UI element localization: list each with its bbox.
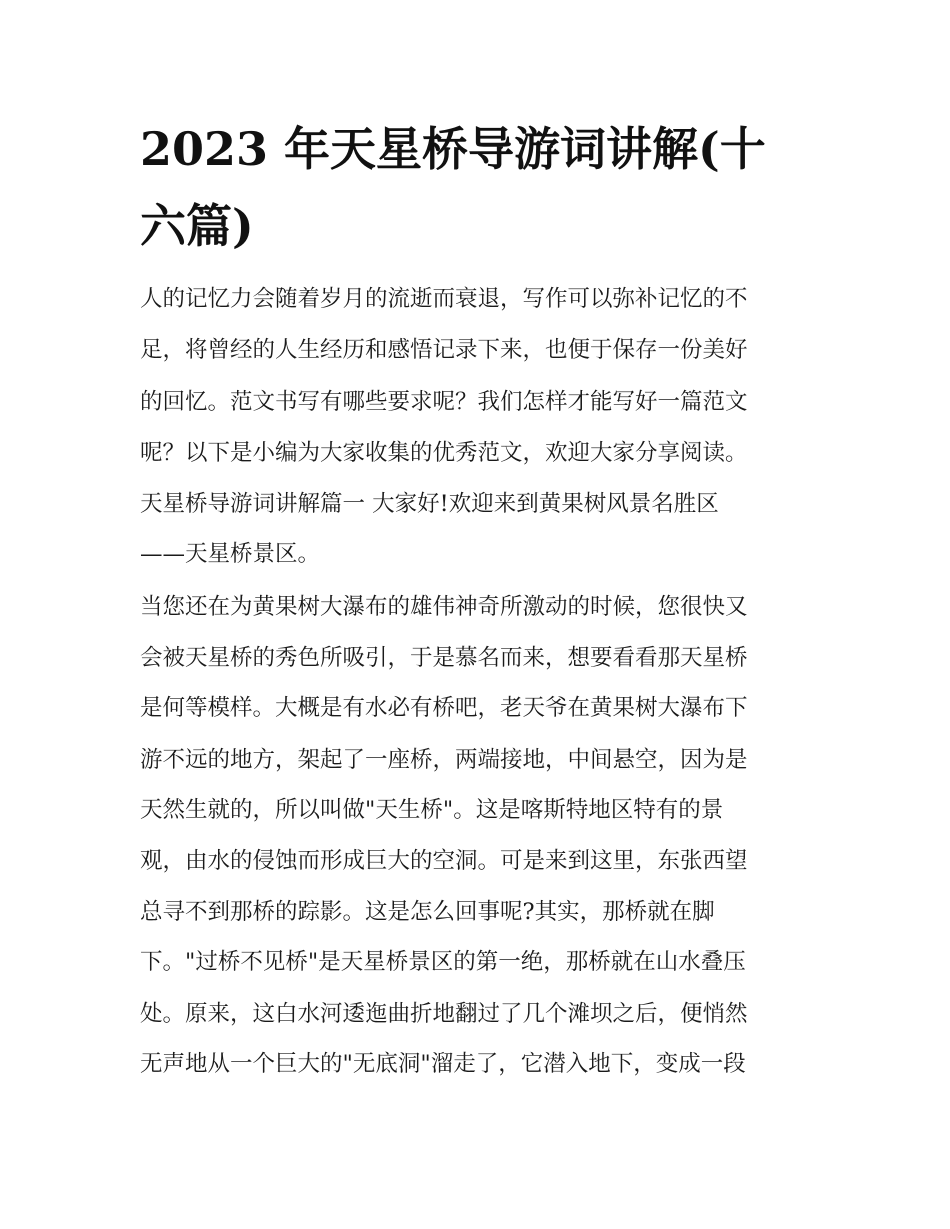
body-line: 总寻不到那桥的踪影。这是怎么回事呢?其实，那桥就在脚 [140,899,715,925]
body-line: 当您还在为黄果树大瀑布的雄伟神奇所激动的时候，您很快又 [140,594,748,620]
title-line-1: 2023 年天星桥导游词讲解(十 [140,122,766,176]
body-line: 游不远的地方，架起了一座桥，两端接地，中间悬空，因为是 [140,747,748,773]
body-line: 的回忆。范文书写有哪些要求呢？我们怎样才能写好一篇范文 [140,389,748,415]
body-line: 天然生就的，所以叫做"天生桥"。这是喀斯特地区特有的景 [140,797,724,823]
body-line: 会被天星桥的秀色所吸引，于是慕名而来，想要看看那天星桥 [140,645,748,671]
body-line: 处。原来，这白水河逶迤曲折地翻过了几个滩坝之后，便悄然 [140,1001,748,1027]
body-line: 天星桥导游词讲解篇一 大家好!欢迎来到黄果树风景名胜区 [140,491,719,517]
title-line-2: 六篇) [140,199,254,253]
body-line: 人的记忆力会随着岁月的流逝而衰退，写作可以弥补记忆的不 [140,286,748,312]
body-line: 呢？以下是小编为大家收集的优秀范文，欢迎大家分享阅读。 [140,440,748,466]
body-line: 下。"过桥不见桥"是天星桥景区的第一绝，那桥就在山水叠压 [140,949,746,975]
body-line: ——天星桥景区。 [140,541,321,567]
body-line: 无声地从一个巨大的"无底洞"溜走了，它潜入地下，变成一段 [140,1051,746,1077]
body-line: 足，将曾经的人生经历和感悟记录下来，也便于保存一份美好 [140,337,748,363]
body-line: 是何等模样。大概是有水必有桥吧，老天爷在黄果树大瀑布下 [140,695,748,721]
body-line: 观，由水的侵蚀而形成巨大的空洞。可是来到这里，东张西望 [140,848,748,874]
